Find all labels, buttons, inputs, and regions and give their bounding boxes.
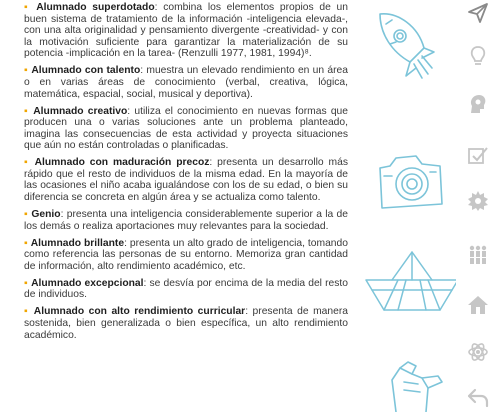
definition: : utiliza el conocimiento en nuevas formas que producen una o varias soluciones ante un problema planteado, imagina las consecuencias de esta actividad y proyecta situaciones que aún no están controladas o planificadas. (24, 105, 348, 152)
bullet: ▪ (24, 237, 28, 249)
atom-icon[interactable] (467, 341, 489, 363)
camera-illustration (372, 148, 450, 218)
term: Alumnado excepcional (31, 277, 144, 289)
definition: : muestra un elevado rendimiento en un área o en varias áreas de conocimiento (verbal, creativa, lógica, matemática, espacial, social, musical y deportiva). (24, 65, 348, 100)
hand-illustration (382, 358, 454, 412)
navigation-rail (456, 0, 500, 412)
list-item (24, 157, 348, 203)
bullet: ▪ (24, 209, 29, 221)
rocket-illustration (370, 4, 440, 96)
bullet: ▪ (24, 2, 31, 13)
definition: : presenta de manera sostenida, bien generalizada o bien específica, un alto rendimiento académico. (24, 306, 348, 341)
home-icon[interactable] (467, 294, 489, 316)
term: Genio (31, 209, 61, 221)
list-item (24, 106, 348, 152)
term: Alumnado con talento (31, 65, 141, 77)
paper-boat-illustration (362, 246, 462, 318)
text-column (24, 2, 348, 347)
definition: : presenta un alto grado de inteligencia, tomando como referencia las personas de su entorno. Memoriza gran cantidad de información, alto rendimiento académico, etc. (24, 237, 348, 272)
lightbulb-icon[interactable] (467, 45, 489, 67)
list-item (24, 209, 348, 232)
term: Alumnado con maduración precoz (34, 157, 210, 169)
bullet: ▪ (24, 306, 30, 318)
bullet: ▪ (24, 65, 29, 77)
list-item (24, 278, 348, 301)
people-icon[interactable] (467, 244, 489, 266)
bullet: ▪ (24, 277, 28, 289)
definition: : presenta una inteligencia considerablemente superior a la de los demás o realiza aportaciones muy relevantes para la sociedad. (24, 209, 348, 232)
list-item (24, 306, 348, 341)
term: Alumnado creativo (33, 105, 128, 117)
head-icon[interactable] (467, 93, 489, 115)
send-icon[interactable] (467, 2, 489, 24)
definition: : presenta un desarrollo más rápido que el resto de individuos de la misma edad. En la mayoría de las ocasiones el niño acaba igualándose con los de su edad, o bien su diferencia se concreta en algún área y se actualiza como talento. (24, 157, 348, 204)
definition: : combina los elementos propios de un buen sistema de tratamiento de la información -inteligencia elevada-, con una alta originalidad y pensamiento divergente -creatividad- y con la motivación suficiente para garantizar la materialización de su potencia -implicación en la tarea- (Renzulli 1977, 1981, 1994)⁸. (24, 2, 348, 60)
back-icon[interactable] (467, 386, 489, 408)
term: Alumnado con alto rendimiento curricular (33, 306, 246, 318)
term: Alumnado brillante (30, 237, 125, 249)
term: Alumnado superdotado (36, 2, 155, 13)
list-item (24, 238, 348, 273)
bullet: ▪ (24, 157, 30, 169)
list-item (24, 2, 348, 60)
definition: : se desvía por encima de la media del resto de individuos. (24, 277, 348, 301)
checklist-icon[interactable] (467, 145, 489, 167)
gear-icon[interactable] (467, 190, 489, 212)
bullet: ▪ (24, 105, 30, 117)
list-item (24, 65, 348, 100)
